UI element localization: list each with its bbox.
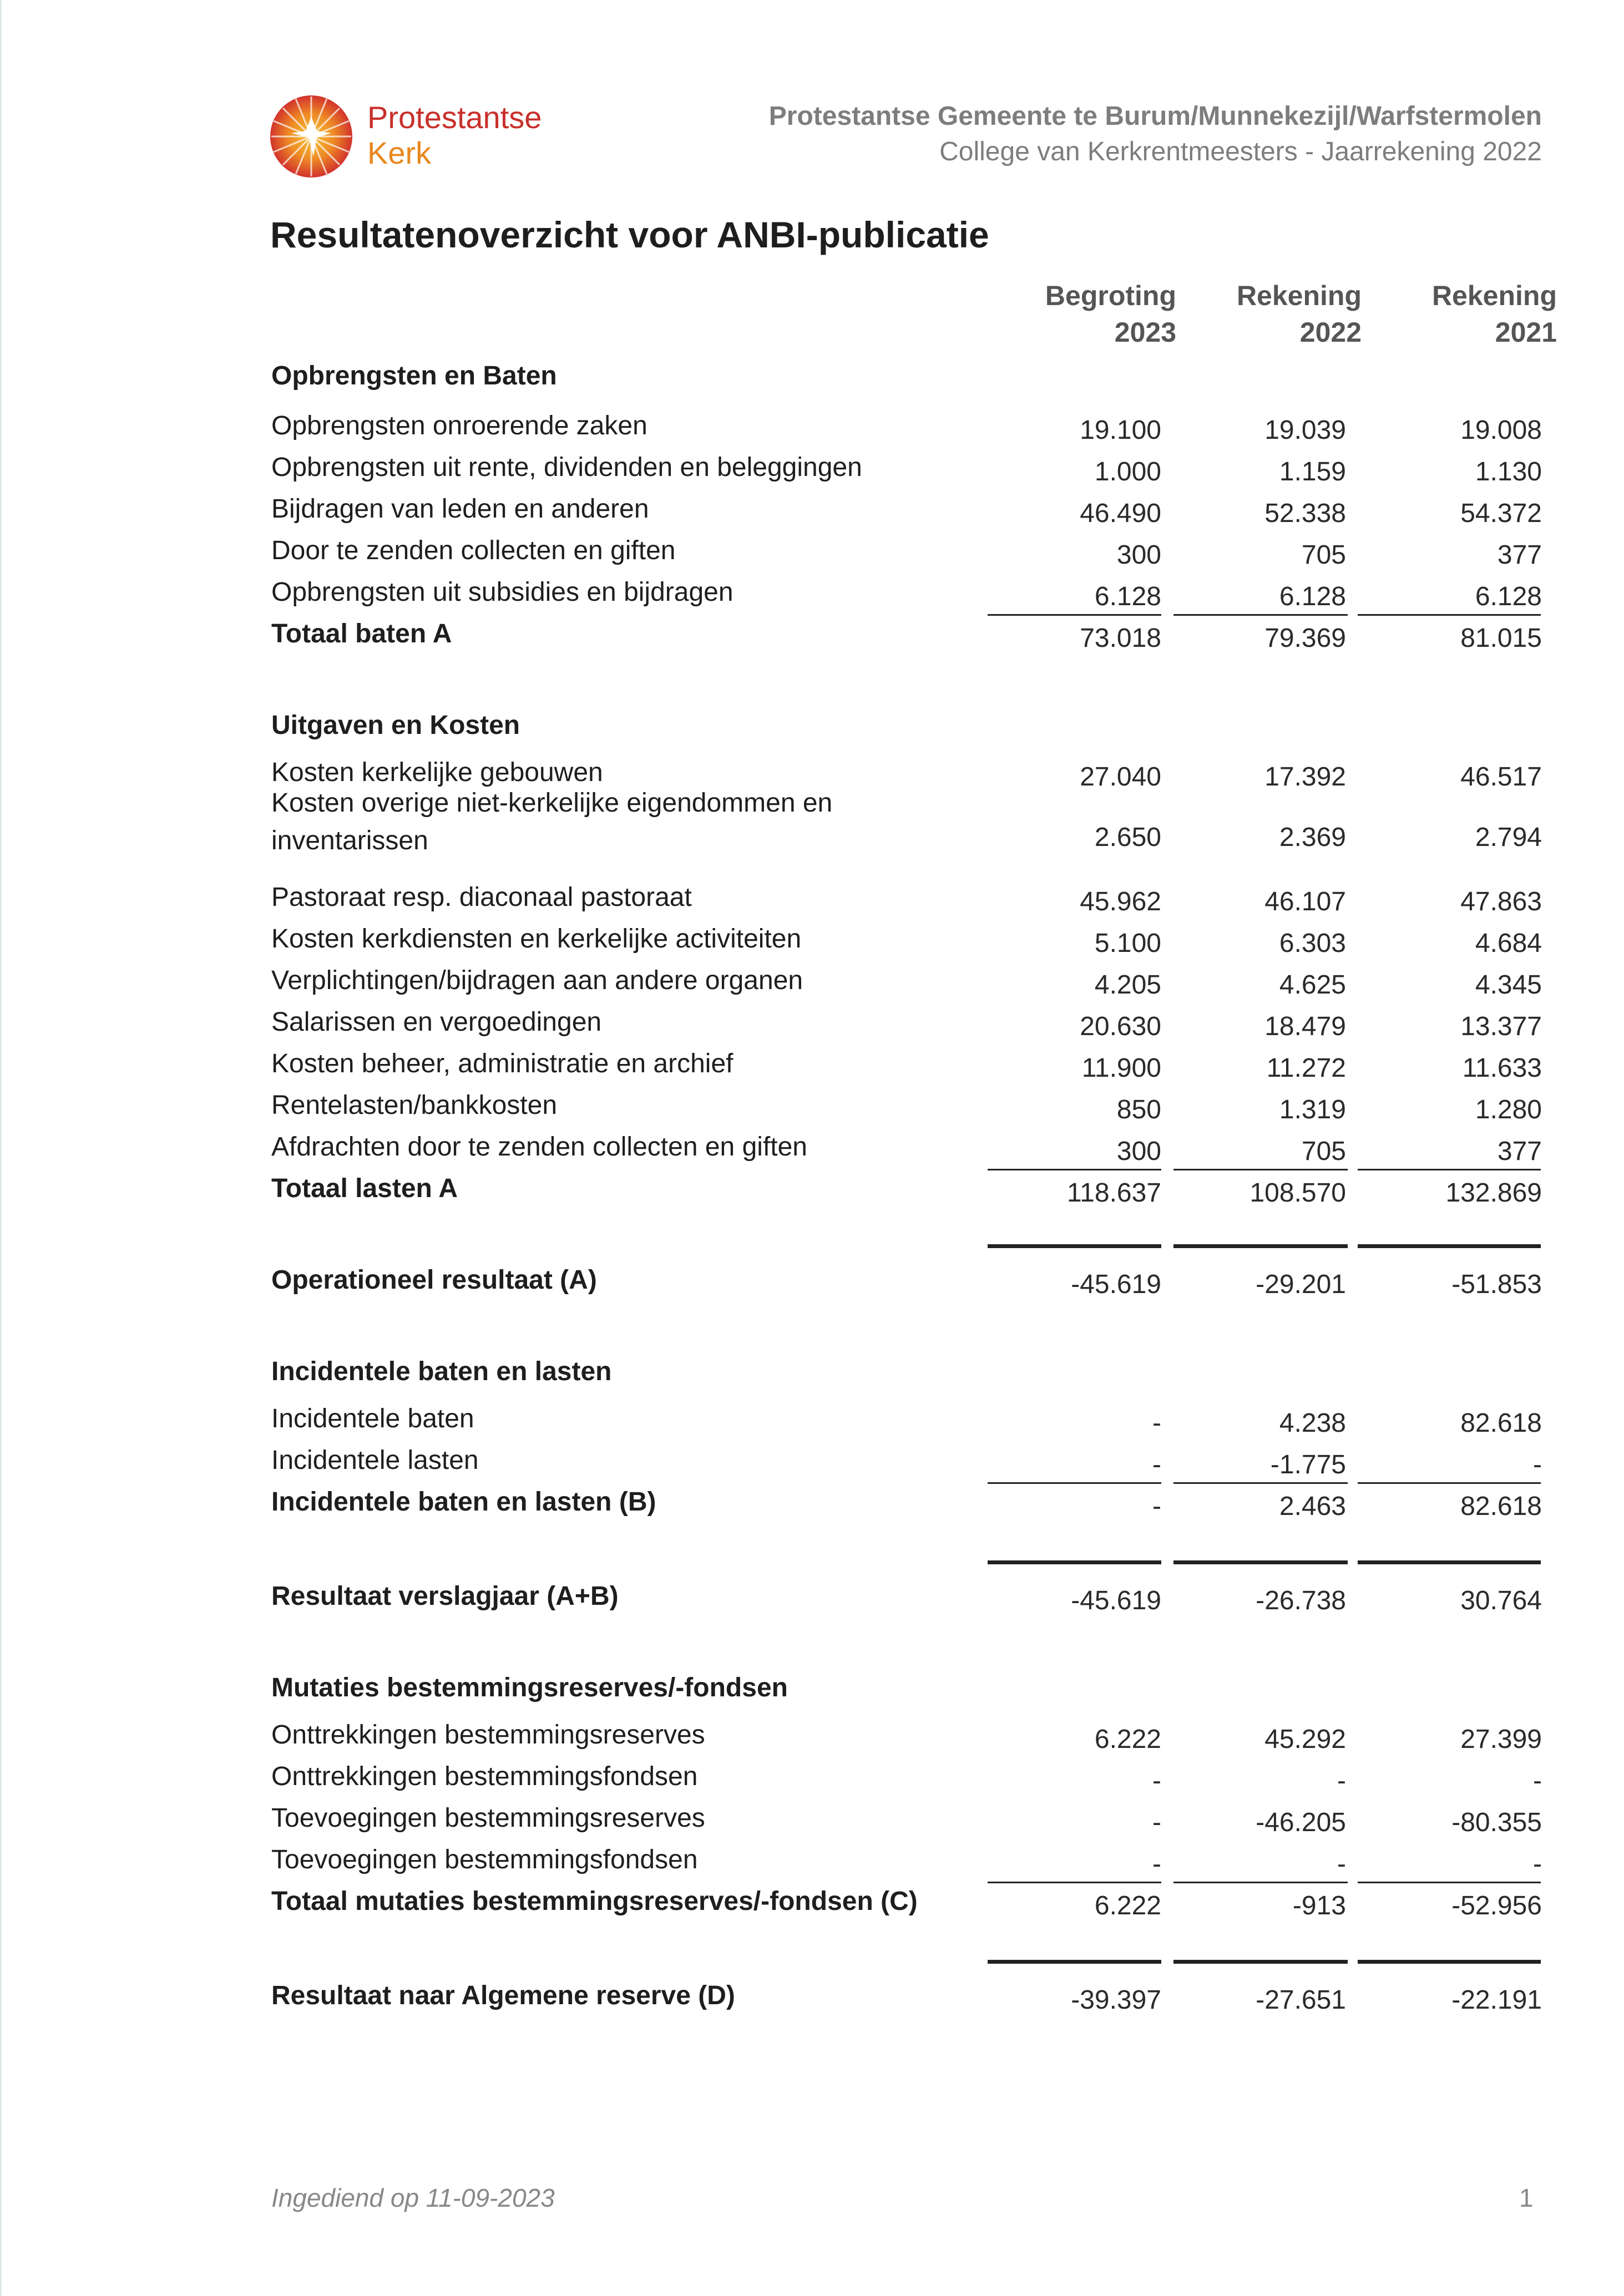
value-cell-col-3: 132.869	[1445, 1178, 1542, 1208]
logo-line-1: Protestantse	[367, 100, 542, 135]
subtotal-rule	[1173, 1482, 1348, 1484]
total-row	[0, 1262, 1624, 1303]
row-label: Afdrachten door te zenden collecten en giften	[271, 1132, 807, 1162]
value-cell-col-3: -51.853	[1451, 1270, 1542, 1299]
table-row	[0, 962, 1624, 1003]
row-label: Incidentele lasten	[271, 1446, 479, 1475]
value-cell-col-2: -27.651	[1256, 1985, 1346, 2015]
table-row	[0, 1046, 1624, 1087]
table-row	[0, 1087, 1624, 1128]
value-cell-col-1: 6.222	[1094, 1725, 1161, 1754]
value-cell-col-3: 6.128	[1475, 582, 1542, 611]
value-cell-col-2: -1.775	[1270, 1450, 1346, 1479]
value-cell-col-2: 4.625	[1279, 970, 1346, 1000]
table-row	[0, 491, 1624, 532]
result-rule	[988, 1560, 1161, 1564]
value-cell-col-2: 52.338	[1264, 499, 1346, 528]
subtotal-rule	[1358, 1169, 1541, 1170]
table-row	[0, 574, 1624, 615]
result-rule	[1358, 1960, 1541, 1964]
table-row	[0, 879, 1624, 920]
logo-wordmark	[367, 100, 542, 171]
subtotal-rule	[1358, 1482, 1541, 1484]
table-row	[0, 1129, 1624, 1170]
value-cell-col-3: 30.764	[1460, 1586, 1542, 1615]
column-header-2-year: 2022	[1299, 317, 1362, 348]
column-header-1-year: 2023	[1114, 317, 1176, 348]
value-cell-col-3: 1.280	[1475, 1095, 1542, 1124]
value-cell-col-3: 82.618	[1460, 1492, 1542, 1521]
value-cell-col-3: -22.191	[1451, 1985, 1542, 2015]
value-cell-col-1: 4.205	[1094, 970, 1161, 1000]
table-row	[0, 1442, 1624, 1483]
organization-name: Protestantse Gemeente te Burum/Munnekezijl/Warfstermolen	[768, 102, 1542, 131]
section-heading	[0, 707, 1624, 748]
value-cell-col-2: 4.238	[1279, 1408, 1346, 1438]
row-label: Uitgaven en Kosten	[271, 711, 520, 740]
value-cell-col-1: 20.630	[1080, 1012, 1161, 1041]
value-cell-col-3: 4.684	[1475, 929, 1542, 958]
column-header-2-label: Rekening	[1236, 280, 1362, 311]
value-cell-col-1: 300	[1116, 540, 1161, 570]
table-row	[0, 1842, 1624, 1883]
column-header-3-label: Rekening	[1431, 280, 1557, 311]
table-row	[0, 408, 1624, 449]
value-cell-col-1: 300	[1116, 1137, 1161, 1166]
row-label: Totaal lasten A	[271, 1174, 458, 1203]
value-cell-col-3: 4.345	[1475, 970, 1542, 1000]
value-cell-col-1: -	[1152, 1408, 1161, 1438]
value-cell-col-3: 46.517	[1460, 762, 1542, 792]
value-cell-col-2: 45.292	[1264, 1725, 1346, 1754]
value-cell-col-2: -29.201	[1256, 1270, 1346, 1299]
total-row	[0, 1978, 1624, 2019]
row-label: Incidentele baten	[271, 1404, 474, 1433]
value-cell-col-2: -46.205	[1256, 1808, 1346, 1837]
total-row	[0, 1170, 1624, 1212]
value-cell-col-3: 11.633	[1462, 1053, 1542, 1083]
table-row	[0, 1401, 1624, 1442]
row-label: Kosten kerkdiensten en kerkelijke activiteiten	[271, 924, 802, 954]
value-cell-col-2: 46.107	[1264, 887, 1346, 916]
row-label: Totaal baten A	[271, 619, 452, 648]
table-row	[0, 1717, 1624, 1758]
row-label: Toevoegingen bestemmingsfondsen	[271, 1845, 698, 1874]
row-label: Kosten beheer, administratie en archief	[271, 1049, 733, 1078]
result-rule	[1358, 1560, 1541, 1564]
value-cell-col-3: 54.372	[1460, 499, 1542, 528]
row-label: Onttrekkingen bestemmingsreserves	[271, 1720, 705, 1750]
row-label: Totaal mutaties bestemmingsreserves/-fondsen (C)	[271, 1887, 918, 1916]
value-cell-col-1: 6.222	[1094, 1891, 1161, 1920]
value-cell-col-2: -913	[1292, 1891, 1346, 1920]
table-row	[0, 449, 1624, 490]
value-cell-col-3: 377	[1497, 1137, 1542, 1166]
value-cell-col-1: -	[1152, 1492, 1161, 1521]
value-cell-col-3: -80.355	[1451, 1808, 1542, 1837]
value-cell-col-3: -	[1533, 1450, 1542, 1479]
value-cell-col-3: -52.956	[1451, 1891, 1542, 1920]
column-header-3	[1379, 277, 1557, 351]
row-label: Verplichtingen/bijdragen aan andere organen	[271, 966, 803, 995]
value-cell-col-1: 73.018	[1080, 624, 1161, 653]
row-label: Onttrekkingen bestemmingsfondsen	[271, 1762, 698, 1791]
result-rule	[1358, 1244, 1541, 1248]
value-cell-col-2: 6.128	[1279, 582, 1346, 611]
section-heading	[0, 358, 1624, 399]
row-label: Toevoegingen bestemmingsreserves	[271, 1803, 705, 1833]
value-cell-col-2: 17.392	[1264, 762, 1346, 792]
submission-date: Ingediend op 11-09-2023	[271, 2183, 555, 2212]
table-row	[0, 1800, 1624, 1841]
value-cell-col-2: 705	[1301, 1137, 1346, 1166]
value-cell-col-2: 6.303	[1279, 929, 1346, 958]
subtotal-rule	[1358, 614, 1541, 616]
row-label: Kosten kerkelijke gebouwen	[271, 758, 603, 787]
value-cell-col-1: 19.100	[1080, 415, 1161, 445]
subtotal-rule	[1173, 614, 1348, 616]
row-label: Operationeel resultaat (A)	[271, 1265, 597, 1295]
value-cell-col-1: 118.637	[1067, 1178, 1161, 1208]
value-cell-col-2: 18.479	[1264, 1012, 1346, 1041]
table-row	[0, 1004, 1624, 1045]
row-label: Opbrengsten uit subsidies en bijdragen	[271, 577, 733, 607]
result-rule	[988, 1244, 1161, 1248]
value-cell-col-1: 1.000	[1094, 457, 1161, 486]
row-label-continued: inventarissen	[271, 826, 428, 855]
row-label: Salarissen en vergoedingen	[271, 1007, 602, 1037]
row-label: Incidentele baten en lasten (B)	[271, 1487, 656, 1517]
table-row	[0, 921, 1624, 962]
value-cell-col-2: 11.272	[1266, 1053, 1346, 1083]
total-row	[0, 1883, 1624, 1924]
result-rule	[1173, 1244, 1348, 1248]
table-row	[0, 788, 1624, 855]
value-cell-col-1: 850	[1116, 1095, 1161, 1124]
logo-line-2: Kerk	[367, 135, 432, 170]
section-heading	[0, 1670, 1624, 1711]
value-cell-col-2: -	[1337, 1849, 1346, 1879]
page-title: Resultatenoverzicht voor ANBI-publicatie	[270, 214, 989, 255]
value-cell-col-3: 377	[1497, 540, 1542, 570]
value-cell-col-3: 47.863	[1460, 887, 1542, 916]
value-cell-col-1: 27.040	[1080, 762, 1161, 792]
value-cell-col-3: 82.618	[1460, 1408, 1542, 1438]
column-header-1	[999, 277, 1176, 351]
row-label: Bijdragen van leden en anderen	[271, 494, 649, 524]
value-cell-col-1: 45.962	[1080, 887, 1161, 916]
result-rule	[988, 1960, 1161, 1964]
value-cell-col-1: -45.619	[1071, 1270, 1161, 1299]
row-label: Mutaties bestemmingsreserves/-fondsen	[271, 1673, 788, 1702]
row-label: Pastoraat resp. diaconaal pastoraat	[271, 883, 692, 912]
value-cell-col-3: 81.015	[1460, 624, 1542, 653]
row-label: Opbrengsten onroerende zaken	[271, 411, 647, 440]
subtotal-rule	[988, 1482, 1161, 1484]
value-cell-col-1: 2.650	[1094, 823, 1161, 852]
value-cell-col-3: -	[1533, 1849, 1542, 1879]
section-heading	[0, 1354, 1624, 1395]
value-cell-col-1: -	[1152, 1450, 1161, 1479]
value-cell-col-1: -45.619	[1071, 1586, 1161, 1615]
value-cell-col-3: -	[1533, 1766, 1542, 1796]
value-cell-col-2: 1.319	[1279, 1095, 1346, 1124]
value-cell-col-1: -	[1152, 1808, 1161, 1837]
value-cell-col-3: 27.399	[1460, 1725, 1542, 1754]
value-cell-col-1: 5.100	[1094, 929, 1161, 958]
value-cell-col-2: 2.369	[1279, 823, 1346, 852]
column-header-1-label: Begroting	[1045, 280, 1176, 311]
document-subtitle: College van Kerkrentmeesters - Jaarrekening 2022	[939, 137, 1542, 166]
subtotal-rule	[988, 1169, 1161, 1170]
row-label: Incidentele baten en lasten	[271, 1357, 612, 1386]
value-cell-col-2: 1.159	[1279, 457, 1346, 486]
value-cell-col-1: -	[1152, 1766, 1161, 1796]
row-label: Opbrengsten uit rente, dividenden en beleggingen	[271, 453, 862, 482]
row-label: Rentelasten/bankkosten	[271, 1091, 558, 1120]
row-label: Kosten overige niet-kerkelijke eigendommen en	[271, 788, 833, 818]
value-cell-col-3: 19.008	[1460, 415, 1542, 445]
subtotal-rule	[1173, 1882, 1348, 1883]
row-label: Opbrengsten en Baten	[271, 361, 557, 391]
value-cell-col-3: 13.377	[1460, 1012, 1542, 1041]
page-number: 1	[1519, 2183, 1534, 2212]
column-header-3-year: 2021	[1495, 317, 1557, 348]
value-cell-col-2: 19.039	[1264, 415, 1346, 445]
value-cell-col-3: 1.130	[1475, 457, 1542, 486]
table-row	[0, 1758, 1624, 1800]
result-rule	[1173, 1560, 1348, 1564]
value-cell-col-2: -26.738	[1256, 1586, 1346, 1615]
document-header	[769, 99, 1542, 170]
total-row	[0, 1484, 1624, 1525]
subtotal-rule	[1173, 1169, 1348, 1170]
value-cell-col-1: 6.128	[1094, 582, 1161, 611]
value-cell-col-1: -	[1152, 1849, 1161, 1879]
result-rule	[1173, 1960, 1348, 1964]
total-row	[0, 1578, 1624, 1619]
protestantse-kerk-logo-icon	[269, 94, 353, 179]
row-label: Resultaat verslagjaar (A+B)	[271, 1582, 619, 1611]
total-row	[0, 616, 1624, 657]
value-cell-col-2: 705	[1301, 540, 1346, 570]
subtotal-rule	[988, 614, 1161, 616]
value-cell-col-2: 108.570	[1249, 1178, 1346, 1208]
row-label: Door te zenden collecten en giften	[271, 536, 676, 565]
table-row	[0, 533, 1624, 574]
value-cell-col-2: 79.369	[1264, 624, 1346, 653]
value-cell-col-2: 2.463	[1279, 1492, 1346, 1521]
subtotal-rule	[988, 1882, 1161, 1883]
value-cell-col-1: -39.397	[1071, 1985, 1161, 2015]
column-header-2	[1184, 277, 1362, 351]
value-cell-col-1: 11.900	[1081, 1053, 1161, 1083]
value-cell-col-1: 46.490	[1080, 499, 1161, 528]
value-cell-col-2: -	[1337, 1766, 1346, 1796]
subtotal-rule	[1358, 1882, 1541, 1883]
value-cell-col-3: 2.794	[1475, 823, 1542, 852]
row-label: Resultaat naar Algemene reserve (D)	[271, 1981, 735, 2010]
